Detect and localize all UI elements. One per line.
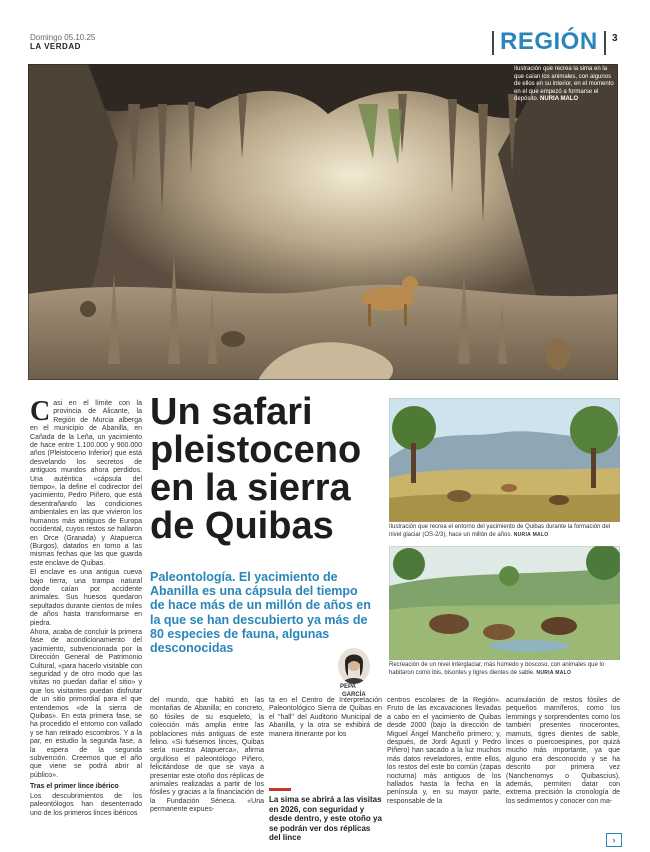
drop-cap: C [30, 396, 51, 427]
publication-name: LA VERDAD [30, 42, 81, 51]
body-text: centros escolares de la Región». Fruto de las excavaciones llevadas a cabo en el yacimiento de Quibas desde 2000 (bajo la dirección de Miguel Ángel Mancheño primero; y, después, de Jordi Agustí y Pedro Piñero) han sacado a la luz muchos más datos reveladores, entre ellos, los restos del este bo común (zapas nocturna) más antiguos de los hallados hasta la fecha en la península y, en su mayor parte, responsable de la [387, 697, 501, 805]
standfirst [150, 570, 375, 655]
kicker: Paleontología. [150, 570, 236, 584]
body-column-4 [506, 697, 620, 806]
figure-1-credit: NURIA MALO [513, 531, 549, 538]
hero-credit: NURIA MALO [540, 96, 579, 102]
page-number: 3 [612, 33, 618, 44]
standfirst-text: El yacimiento de Abanilla es una cápsula del tiempo de hace más de un millón de años en la que se han descubierto ya más de 80 especies de fauna, algunas desconocidas [150, 570, 371, 656]
body-text: acumulación de restos fósiles de pequeños mamíferos, como los lemmings y sorprendentes como los también presentes rinocerontes, mamuts, tigres dientes de sable, linces o puercoespines, por quizá mucho más importante, ya que alguno era desconocido y se ha descrito por primera vez (Nanchenomys o Quibascius), además, permiten datar con extrema precisión la cronología de los sedimentos y conocer con ma- [506, 697, 620, 805]
author-last-name: GARCÍA [342, 692, 366, 698]
figure-1-caption-text: Ilustración que recrea el entorno del yacimiento de Quibas durante la formación del nivel glaciar (OS-2/3), hace un millón de años. [389, 524, 611, 538]
headline-line: de Quibas [150, 505, 334, 547]
issue-date: Domingo 05.10.25 [30, 33, 96, 42]
author-photo [338, 648, 370, 684]
header-divider-left [492, 31, 494, 55]
pull-quote-rule [269, 788, 291, 791]
wetland-illustration [389, 546, 620, 660]
headline-line: Un safari [150, 391, 313, 433]
headline-line: pleistoceno [150, 429, 362, 471]
intro-paragraph-2: El enclave es una antigua cueva bajo tierra, una trampa natural donde caían por accidente animales. Sus huesos quedaron sepultados durante cientos de miles de años hasta transformarse en piedra. [30, 569, 142, 627]
hero-caption [514, 66, 616, 104]
intro-column [30, 396, 142, 819]
body-column-3 [387, 697, 501, 806]
landscape-illustration [389, 398, 620, 522]
intro-paragraph-3: Ahora, acaba de concluir la primera fase de acondicionamiento del yacimiento, subvencionada por la Dirección General de Patrimonio Cultural, «para hacerlo visitable con seguridad y de otro modo que las visitas no puedan dañar el sitio» y que los visitantes puedan disfrutar de un sitio primordial para el que entendemos «de la sierra de Quibas». En esta primera fase, se ha procedido el entorno con vallado y se han retirado escombros. Y a la par, en estudio la segunda fase, a la espera de la segunda subvención. Creemos que el año que viene se podrá abrir al público». [30, 628, 142, 779]
figure-2-caption-text: Recreación de un nivel interglaciar, más húmedo y boscoso, con animales que lo habitaron como ibis, bisontes y tigres dientes de sable. [389, 662, 605, 676]
figure-1-caption [389, 524, 620, 539]
figure-2-credit: NURIA MALO [536, 669, 572, 676]
headline [150, 393, 390, 545]
section-title: REGIÓN [500, 28, 598, 55]
figure-2-caption [389, 662, 620, 677]
body-column-2 [269, 697, 382, 739]
headline-line: en la sierra [150, 467, 351, 509]
pull-quote: La sima se abrirá a las visitas en 2026, con seguridad y desde dentro, y este otoño ya se podrán ver dos réplicas del lince [269, 795, 382, 843]
hero-caption-text: Ilustración que recrea la sima en la que caían los animales, con algunos de ellos en su interior, en el momento en el que empezó a formarse el depósito. [514, 66, 614, 102]
intro-paragraph-1: asi en el límite con la provincia de Alicante, la Región de Murcia alberga en el municipio de Abanilla, en Cañada de la Leña, un yacimiento de hace entre 1.100.000 y 900.000 años (Pleistoceno Inferior) que está desvelando los secretos de antiguos mundos ahora perdidos. Una auténtica «cápsula del tiempo», la define el codirector del yacimiento, Pedro Piñero, que está desentrañando las condiciones ambientales en las que vivieron los humanos más antiguos de Europa occidental, cuyos restos se hallaron en Orce (Granada) y Atapuerca (Burgos), datados en torno a las mismas fechas que las que guarda este enclave de Quibas. [30, 400, 142, 567]
header-divider-right [604, 31, 606, 55]
author-first-name: PEPA [340, 684, 356, 690]
intro-paragraph-4: Los descubrimientos de los paleontólogos han desenterrado uno de los primeros linces ibéricos [30, 792, 142, 817]
subheading: Tras el primer lince ibérico [30, 783, 119, 791]
cave-illustration [28, 64, 618, 380]
body-column-1 [150, 697, 264, 815]
body-text: del mundo, que habitó en las montañas de Abanilla; en concreto, 60 fósiles de su esqueleto, la colección más amplia entre las poblaciones más antiguas de este felino. «Si fuésemos linces, Quibas sería nuestra Atapuerca», afirma orgulloso el paleontólogo Piñero, felicitándose de que se vaya a presentar este otoño dos réplicas de animales realizadas a partir de los fósiles y gracias a la financiación de la Fundación Séneca. «Una permanente expues- [150, 697, 264, 814]
body-text: ta en el Centro de Interpretación Paleontológico Sierra de Quibas en el "hall" del Auditorio Municipal de Abanilla, y la otra se exhibirá de manera itinerante por los [269, 697, 382, 738]
next-page-arrow-icon[interactable]: › [606, 833, 622, 847]
